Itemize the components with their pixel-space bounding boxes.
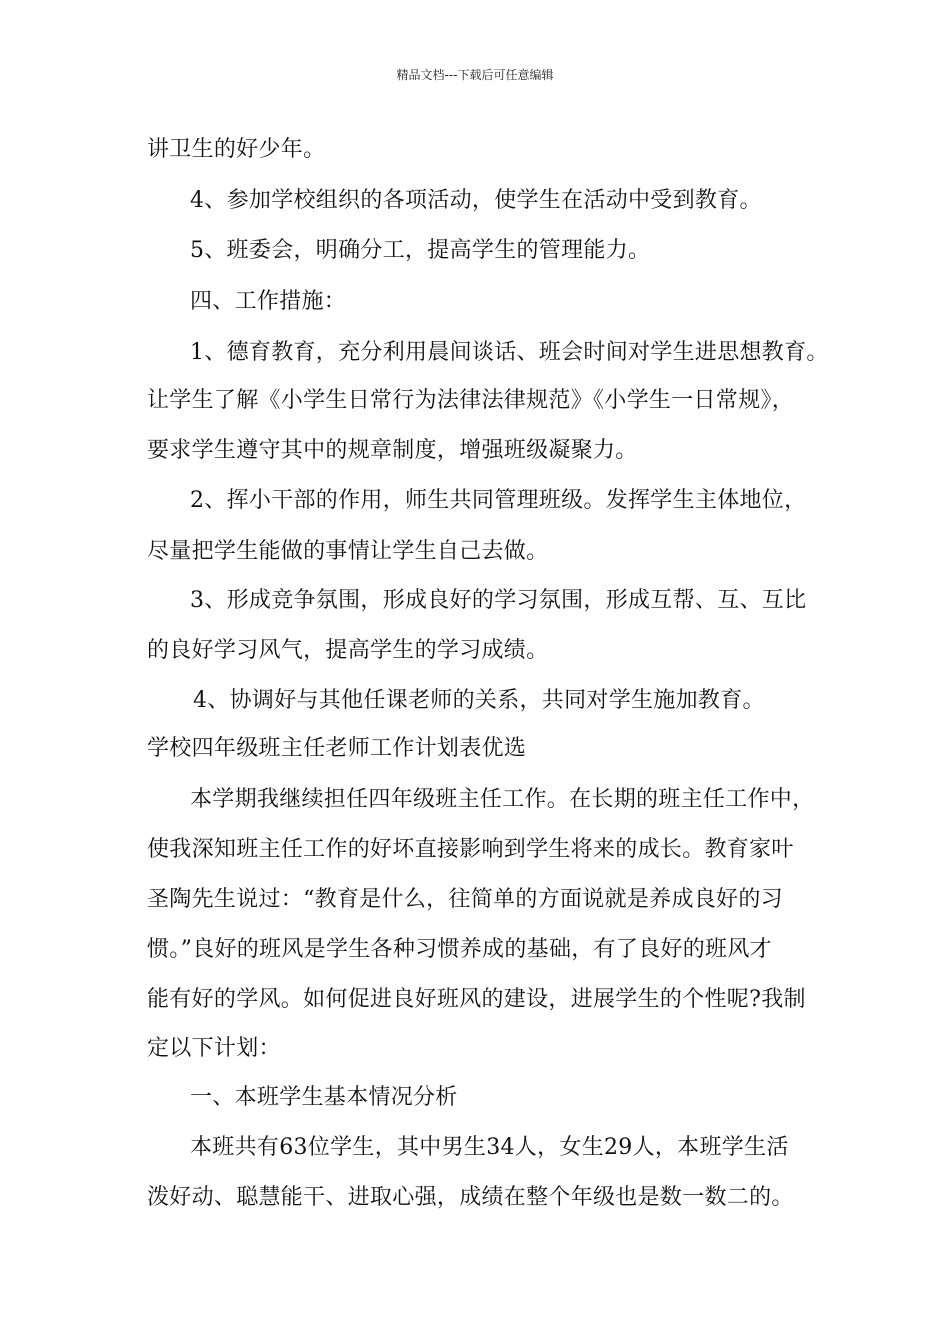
text-line: 泼好动、聪慧能干、进取心强，成绩在整个年级也是数一数二的。 — [147, 1185, 794, 1210]
section-heading: 四、工作措施： — [190, 289, 347, 314]
text-line: 3、形成竞争氛围，形成良好的学习氛围，形成互帮、互、互比 — [190, 588, 807, 613]
text-line: 要求学生遵守其中的规章制度，增强班级凝聚力。 — [147, 438, 638, 463]
text-line: 惯。”良好的班风是学生各种习惯养成的基础，有了良好的班风才 — [147, 937, 772, 962]
text-line: 本班共有63位学生，其中男生34人，女生29人，本班学生活 — [190, 1135, 789, 1160]
text-line: 让学生了解《小学生日常行为法律法律规范》《小学生一日常规》， — [147, 388, 795, 413]
text-line: 1、德育教育，充分利用晨间谈话、班会时间对学生进思想教育。 — [190, 340, 829, 365]
section-heading: 一、本班学生基本情况分析 — [190, 1085, 458, 1110]
text-line: 能有好的学风。如何促进良好班风的建设，进展学生的个性呢?我制 — [147, 987, 806, 1012]
text-line: 2、挥小干部的作用，师生共同管理班级。发挥学生主体地位， — [190, 488, 807, 513]
text-line: 的良好学习风气，提高学生的学习成绩。 — [147, 638, 549, 663]
text-line: 圣陶先生说过：“教育是什么，往简单的方面说就是养成良好的习 — [147, 887, 783, 912]
text-line: 定以下计划： — [147, 1036, 281, 1061]
text-line: 尽量把学生能做的事情让学生自己去做。 — [147, 539, 549, 564]
text-line: 4、参加学校组织的各项活动，使学生在活动中受到教育。 — [190, 188, 762, 213]
text-line: 讲卫生的好少年。 — [147, 137, 326, 162]
text-line: 使我深知班主任工作的好坏直接影响到学生将来的成长。教育家叶 — [147, 837, 794, 862]
document-title: 学校四年级班主任老师工作计划表优选 — [147, 736, 527, 761]
text-line: 4、协调好与其他任课老师的关系，共同对学生施加教育。 — [193, 688, 765, 713]
text-line: 本学期我继续担任四年级班主任工作。在长期的班主任工作中， — [190, 787, 815, 812]
page-header: 精品文档---下载后可任意编辑 — [396, 68, 554, 82]
text-line: 5、班委会，明确分工，提高学生的管理能力。 — [190, 238, 651, 263]
